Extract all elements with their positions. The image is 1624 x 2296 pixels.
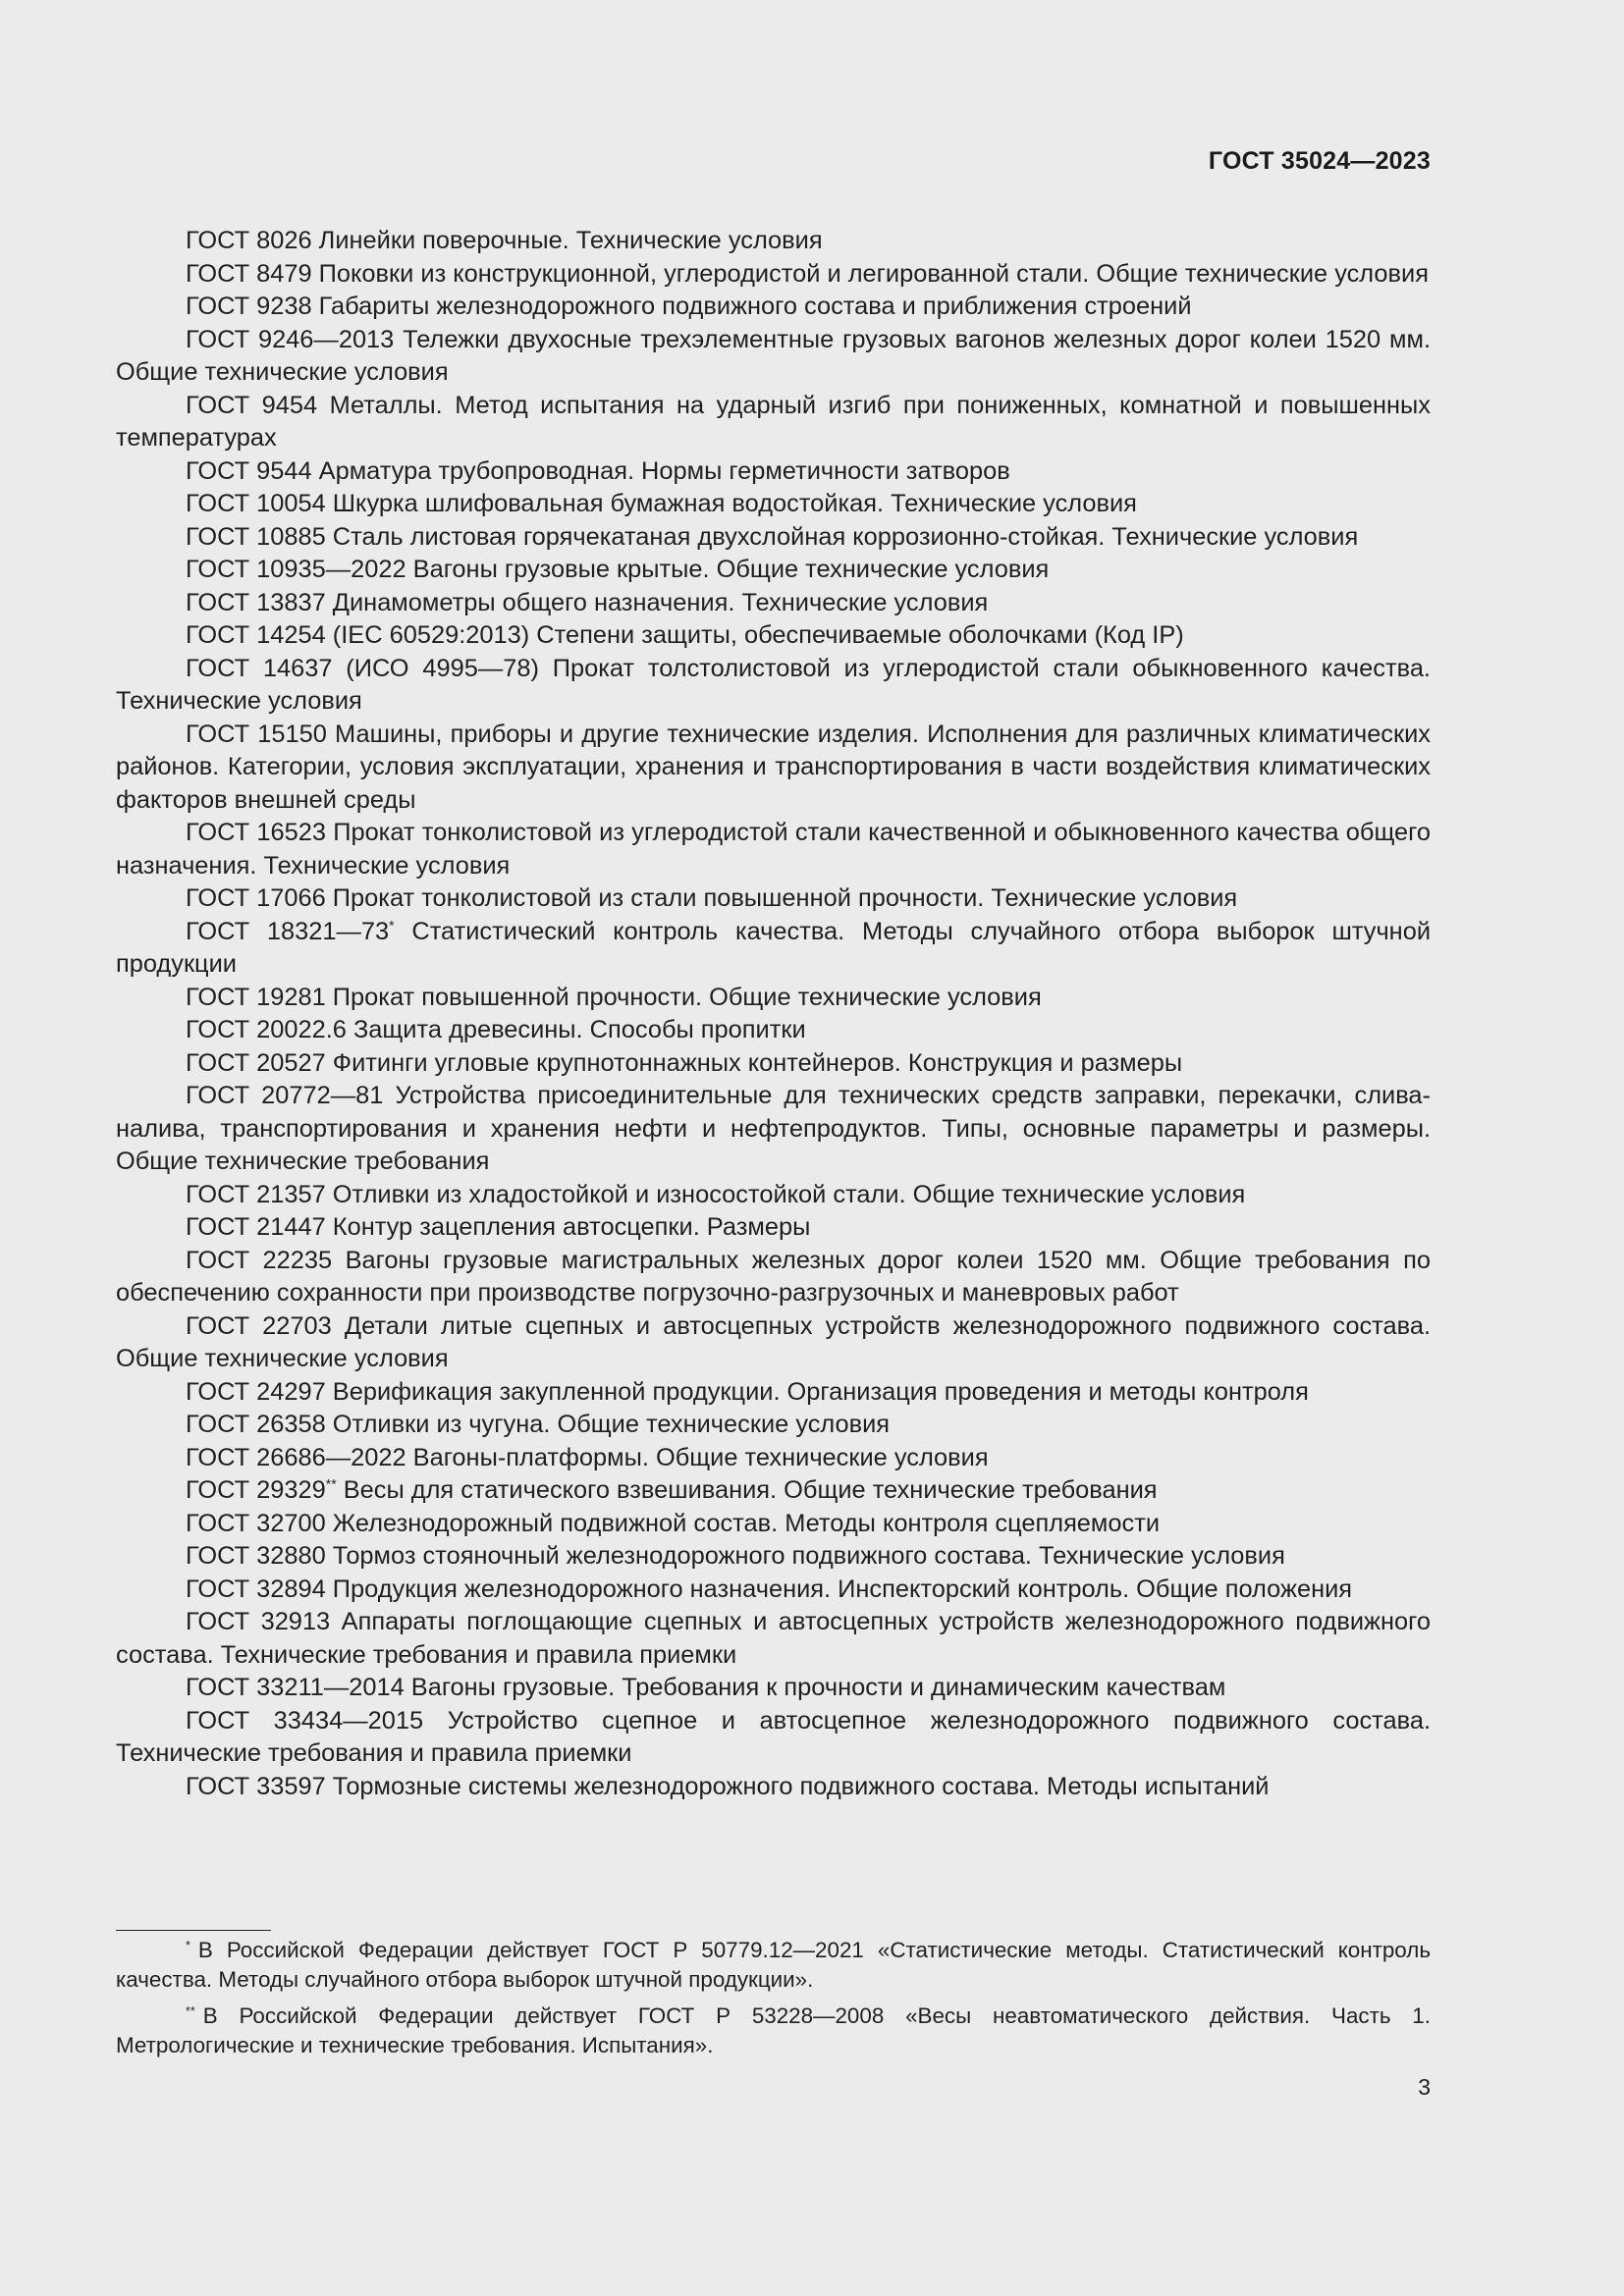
reference-item: ГОСТ 20022.6 Защита древесины. Способы пропитки [186,1016,806,1043]
reference-item: ГОСТ 16523 Прокат тонколистовой из углеродистой стали качественной и обыкновенного качества общего назначения. Технические условия [116,819,1431,880]
footnote-marker: * [389,917,395,934]
footnote-text: В Российской Федерации действует ГОСТ Р 53228—2008 «Весы неавтоматического действия. Часть 1. Метрологические и технические требования. Испытания». [116,2003,1431,2057]
reference-item: ГОСТ 21357 Отливки из хладостойкой и износостойкой стали. Общие технические условия [186,1180,1246,1208]
reference-item: ГОСТ 17066 Прокат тонколистовой из стали повышенной прочности. Технические условия [186,884,1238,912]
reference-code: ГОСТ 29329 [186,1476,326,1504]
reference-item: ГОСТ 9246—2013 Тележки двухосные трехэлементные грузовых вагонов железных дорог колеи 1520 мм. Общие технические условия [116,325,1431,386]
footnote-marker: ** [325,1475,337,1492]
footnote [116,1936,1431,1994]
page-number: 3 [1418,2074,1431,2100]
reference-item: ГОСТ 26686—2022 Вагоны-платформы. Общие технические условия [186,1443,989,1471]
reference-item: ГОСТ 32894 Продукция железнодорожного назначения. Инспекторский контроль. Общие положения [186,1575,1353,1603]
reference-item: ГОСТ 14637 (ИСО 4995—78) Прокат толстолистовой из углеродистой стали обыкновенного качества. Технические условия [116,654,1431,715]
reference-title: Статистический контроль качества. Методы случайного отбора выборок штучной продукции [116,917,1432,978]
reference-item: ГОСТ 32913 Аппараты поглощающие сцепных и автосцепных устройств железнодорожного подвижного состава. Технические требования и правила приемки [116,1608,1431,1669]
reference-item: ГОСТ 10885 Сталь листовая горячекатаная двухслойная коррозионно-стойкая. Технические условия [186,522,1359,551]
reference-item: ГОСТ 8479 Поковки из конструкционной, углеродистой и легированной стали. Общие технические условия [186,259,1429,288]
reference-item: ГОСТ 15150 Машины, приборы и другие технические изделия. Исполнения для различных климатических районов. Категории, условия эксплуатации, хранения и транспортирования в части воздействия климатических факторов внешней среды [116,720,1431,814]
reference-item: ГОСТ 8026 Линейки поверочные. Технические условия [186,227,823,254]
reference-item: ГОСТ 20772—81 Устройства присоединительные для технических средств заправки, перекачки, слива-налива, транспортирования и хранения нефти и нефтепродуктов. Типы, основные параметры и размеры. Общие технические требования [116,1082,1431,1175]
normative-references-list [116,225,1431,1803]
reference-item-with-footnote [116,916,1431,982]
reference-item-with-footnote [116,1474,1431,1508]
reference-item: ГОСТ 33211—2014 Вагоны грузовые. Требования к прочности и динамическим качествам [186,1674,1226,1701]
reference-item: ГОСТ 32700 Железнодорожный подвижной состав. Методы контроля сцепляемости [186,1509,1161,1537]
reference-item: ГОСТ 24297 Верификация закупленной продукции. Организация проведения и методы контроля [186,1377,1309,1406]
document-header: ГОСТ 35024—2023 [1208,147,1431,175]
reference-item: ГОСТ 14254 (IEC 60529:2013) Степени защиты, обеспечиваемые оболочками (Код IP) [186,621,1184,649]
reference-item: ГОСТ 9454 Металлы. Метод испытания на ударный изгиб при пониженных, комнатной и повышенных температурах [116,391,1431,452]
reference-item: ГОСТ 21447 Контур зацепления автосцепки. Размеры [186,1213,811,1241]
reference-item: ГОСТ 10935—2022 Вагоны грузовые крытые. Общие технические условия [186,556,1050,583]
reference-item: ГОСТ 32880 Тормоз стояночный железнодорожного подвижного состава. Технические условия [186,1542,1285,1570]
reference-code: ГОСТ 18321—73 [186,917,390,945]
reference-item: ГОСТ 9544 Арматура трубопроводная. Нормы герметичности затворов [186,456,1010,485]
reference-item: ГОСТ 13837 Динамометры общего назначения. Технические условия [186,588,989,616]
reference-item: ГОСТ 22235 Вагоны грузовые магистральных железных дорог колеи 1520 мм. Общие требования по обеспечению сохранности при производстве погрузочно-разгрузочных и маневровых работ [116,1246,1431,1307]
footnote-text: В Российской Федерации действует ГОСТ Р 50779.12—2021 «Статистические методы. Статистический контроль качества. Методы случайного отбора выборок штучной продукции». [116,1938,1431,1992]
footnote-separator [116,1930,271,1931]
reference-item: ГОСТ 26358 Отливки из чугуна. Общие технические условия [186,1411,891,1438]
footnote-marker: ** [186,2003,195,2018]
reference-item: ГОСТ 19281 Прокат повышенной прочности. Общие технические условия [186,983,1042,1011]
footnote-marker: * [186,1938,190,1952]
footnote [116,2002,1431,2059]
reference-item: ГОСТ 33597 Тормозные системы железнодорожного подвижного состава. Методы испытаний [186,1772,1270,1800]
reference-item: ГОСТ 9238 Габариты железнодорожного подвижного состава и приближения строений [186,293,1192,320]
footnotes [116,1936,1431,2067]
reference-item: ГОСТ 20527 Фитинги угловые крупнотоннажных контейнеров. Конструкция и размеры [186,1048,1183,1077]
reference-item: ГОСТ 10054 Шкурка шлифовальная бумажная водостойкая. Технические условия [186,490,1137,517]
reference-item: ГОСТ 33434—2015 Устройство сцепное и автосцепное железнодорожного подвижного состава. Технические требования и правила приемки [116,1706,1431,1767]
reference-item: ГОСТ 22703 Детали литые сцепных и автосцепных устройств железнодорожного подвижного состава. Общие технические условия [116,1311,1431,1372]
reference-title: Весы для статического взвешивания. Общие технические требования [336,1476,1158,1504]
